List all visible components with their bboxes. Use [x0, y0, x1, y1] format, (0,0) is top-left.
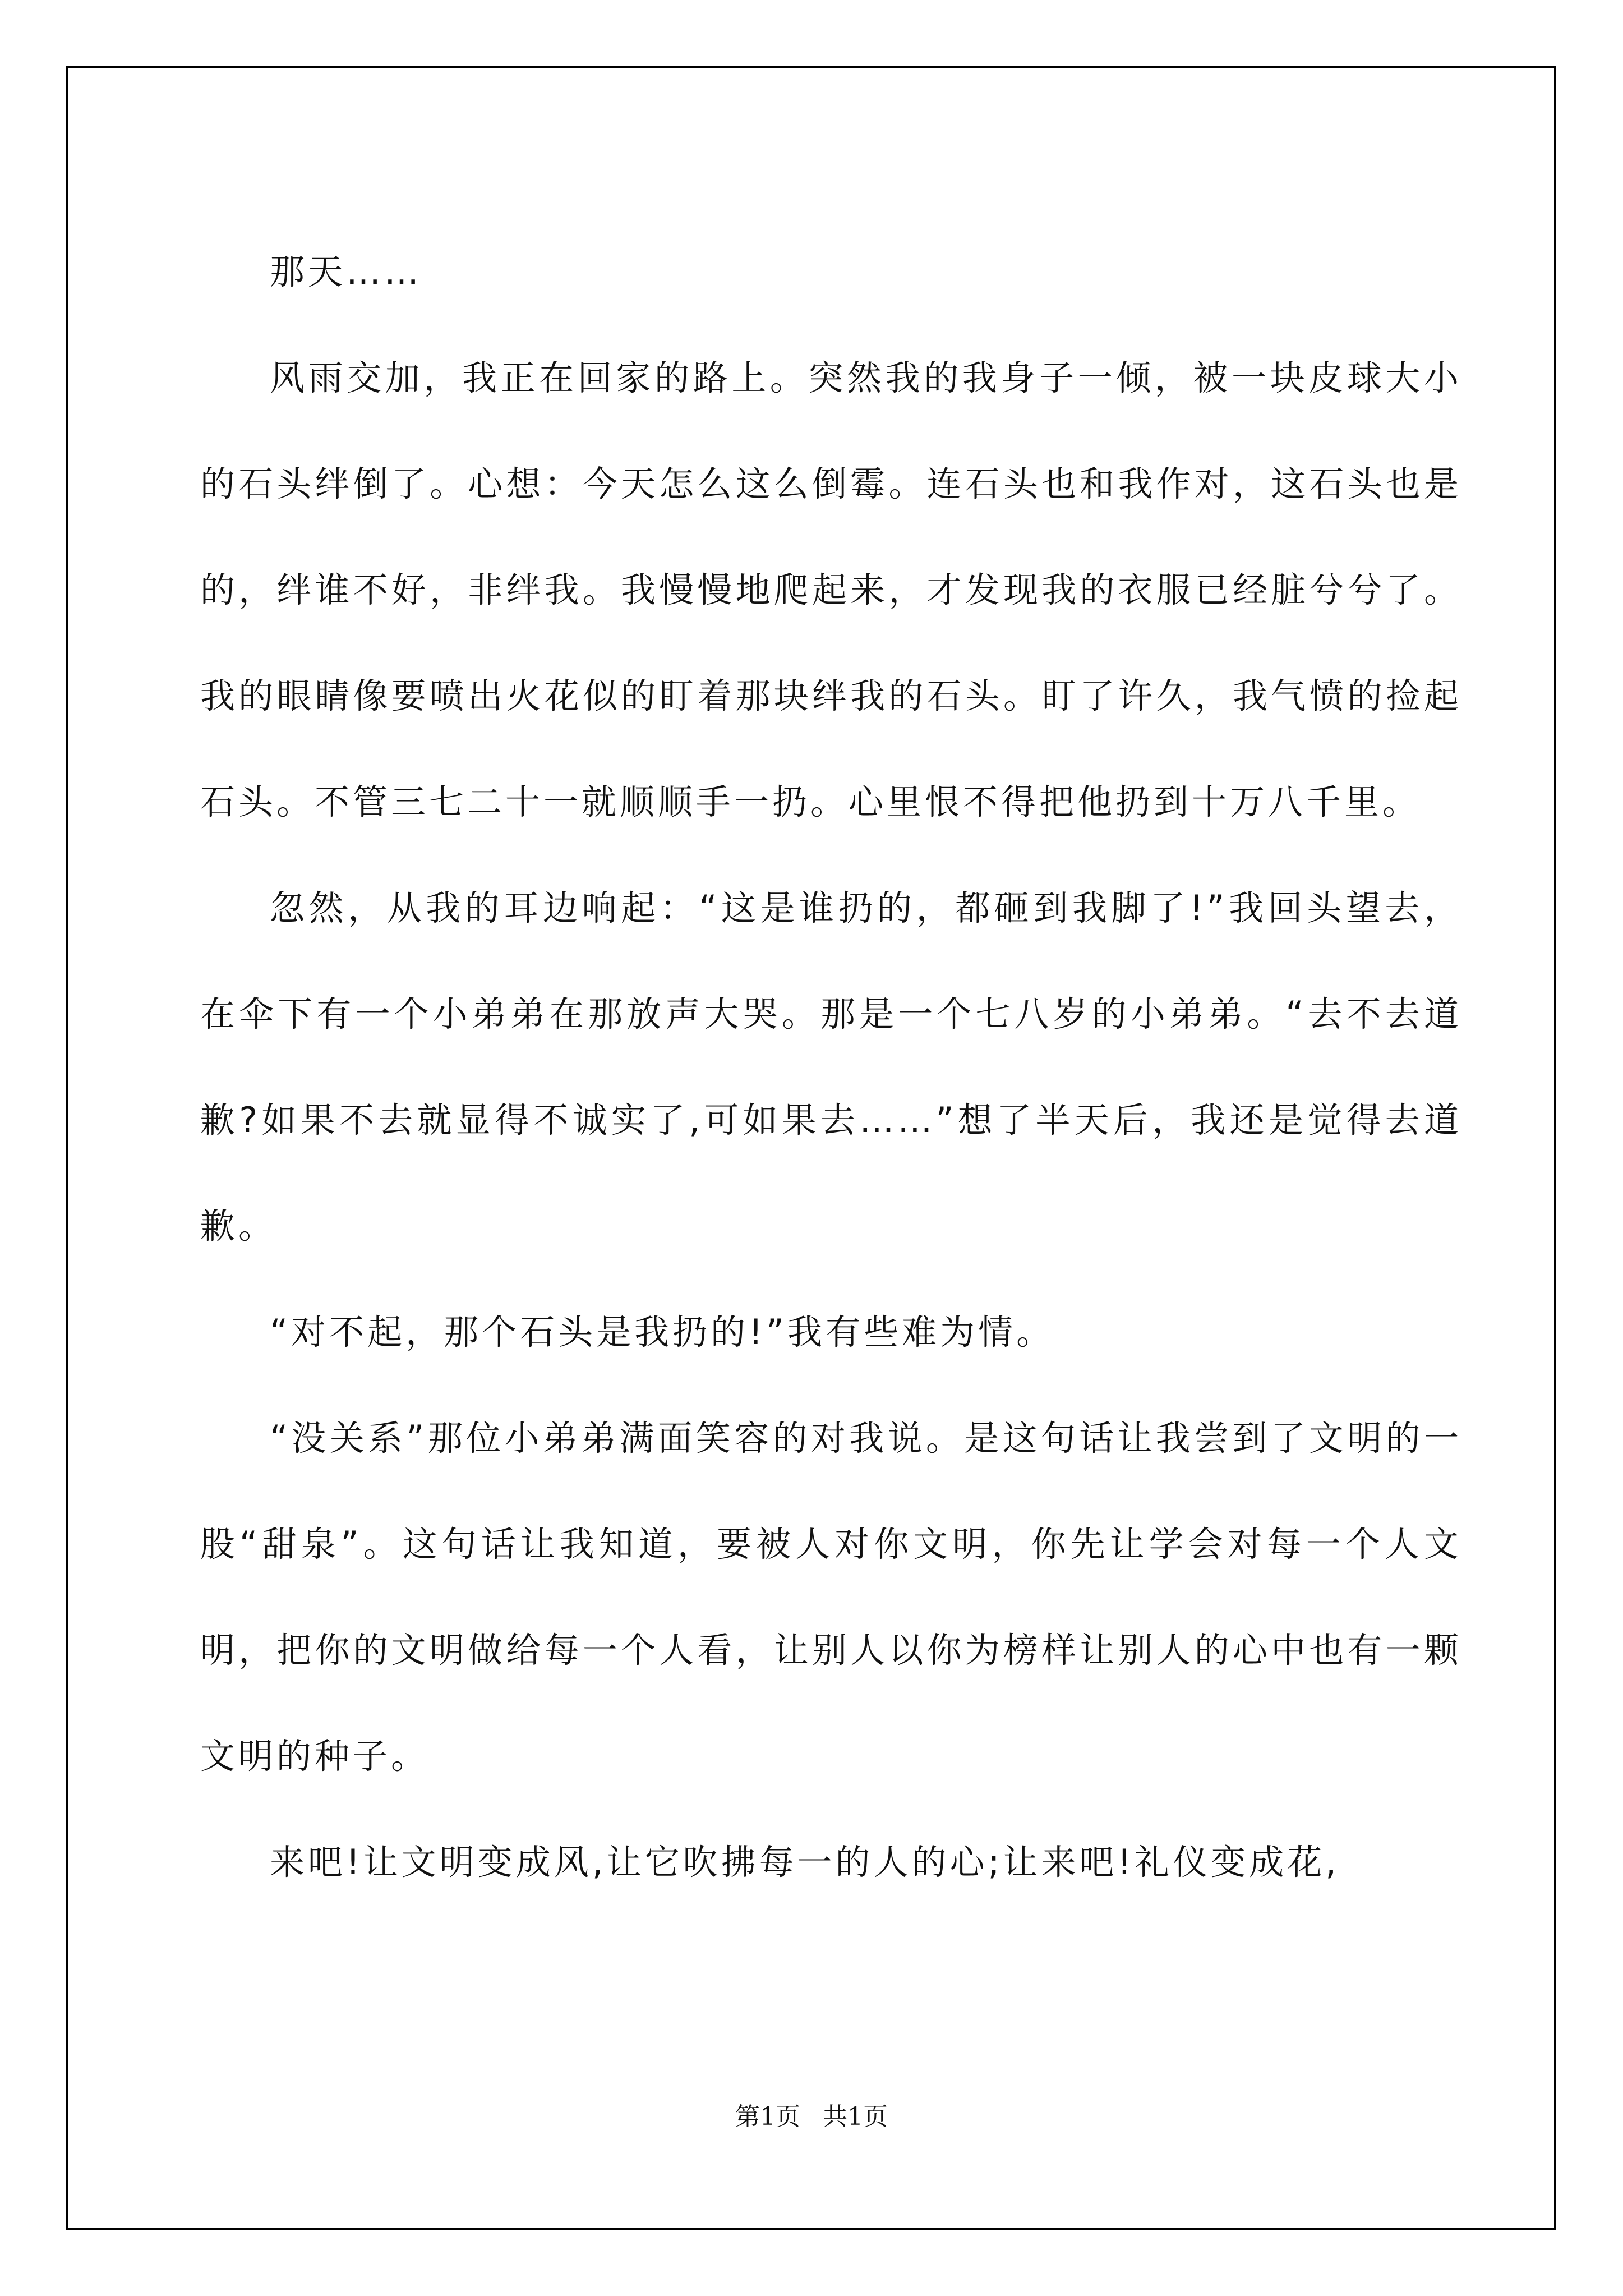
- page-number-current: 第1页: [735, 2102, 800, 2131]
- document-body: [200, 219, 1462, 1915]
- paragraph: 风雨交加，我正在回家的路上。突然我的我身子一倾，被一块皮球大小的石头绊倒了。心想：今天怎么这么倒霉。连石头也和我作对，这石头也是的，绊谁不好，非绊我。我慢慢地爬起来，才发现我的衣服已经脏兮兮了。我的眼睛像要喷出火花似的盯着那块绊我的石头。盯了许久，我气愤的捡起石头。不管三七二十一就顺顺手一扔。心里恨不得把他扔到十万八千里。: [200, 357, 1462, 822]
- paragraph: 来吧!让文明变成风,让它吹拂每一的人的心;让来吧!礼仪变成花,: [270, 1842, 1340, 1883]
- paragraph: 那天……: [270, 251, 423, 292]
- paragraph: “没关系”那位小弟弟满面笑容的对我说。是这句话让我尝到了文明的一股“甜泉”。这句话让我知道，要被人对你文明，你先让学会对每一个人文明，把你的文明做给每一个人看，让别人以你为榜样让别人的心中也有一颗文明的种子。: [200, 1418, 1462, 1777]
- paragraph: 忽然，从我的耳边响起：“这是谁扔的，都砸到我脚了!”我回头望去，在伞下有一个小弟弟在那放声大哭。那是一个七八岁的小弟弟。“去不去道歉?如果不去就显得不诚实了,可如果去……”想了半天后，我还是觉得去道歉。: [200, 887, 1462, 1246]
- paragraph: “对不起，那个石头是我扔的!”我有些难为情。: [270, 1312, 1055, 1352]
- page-number-total: 共1页: [823, 2102, 888, 2131]
- page-footer: [0, 2096, 1623, 2132]
